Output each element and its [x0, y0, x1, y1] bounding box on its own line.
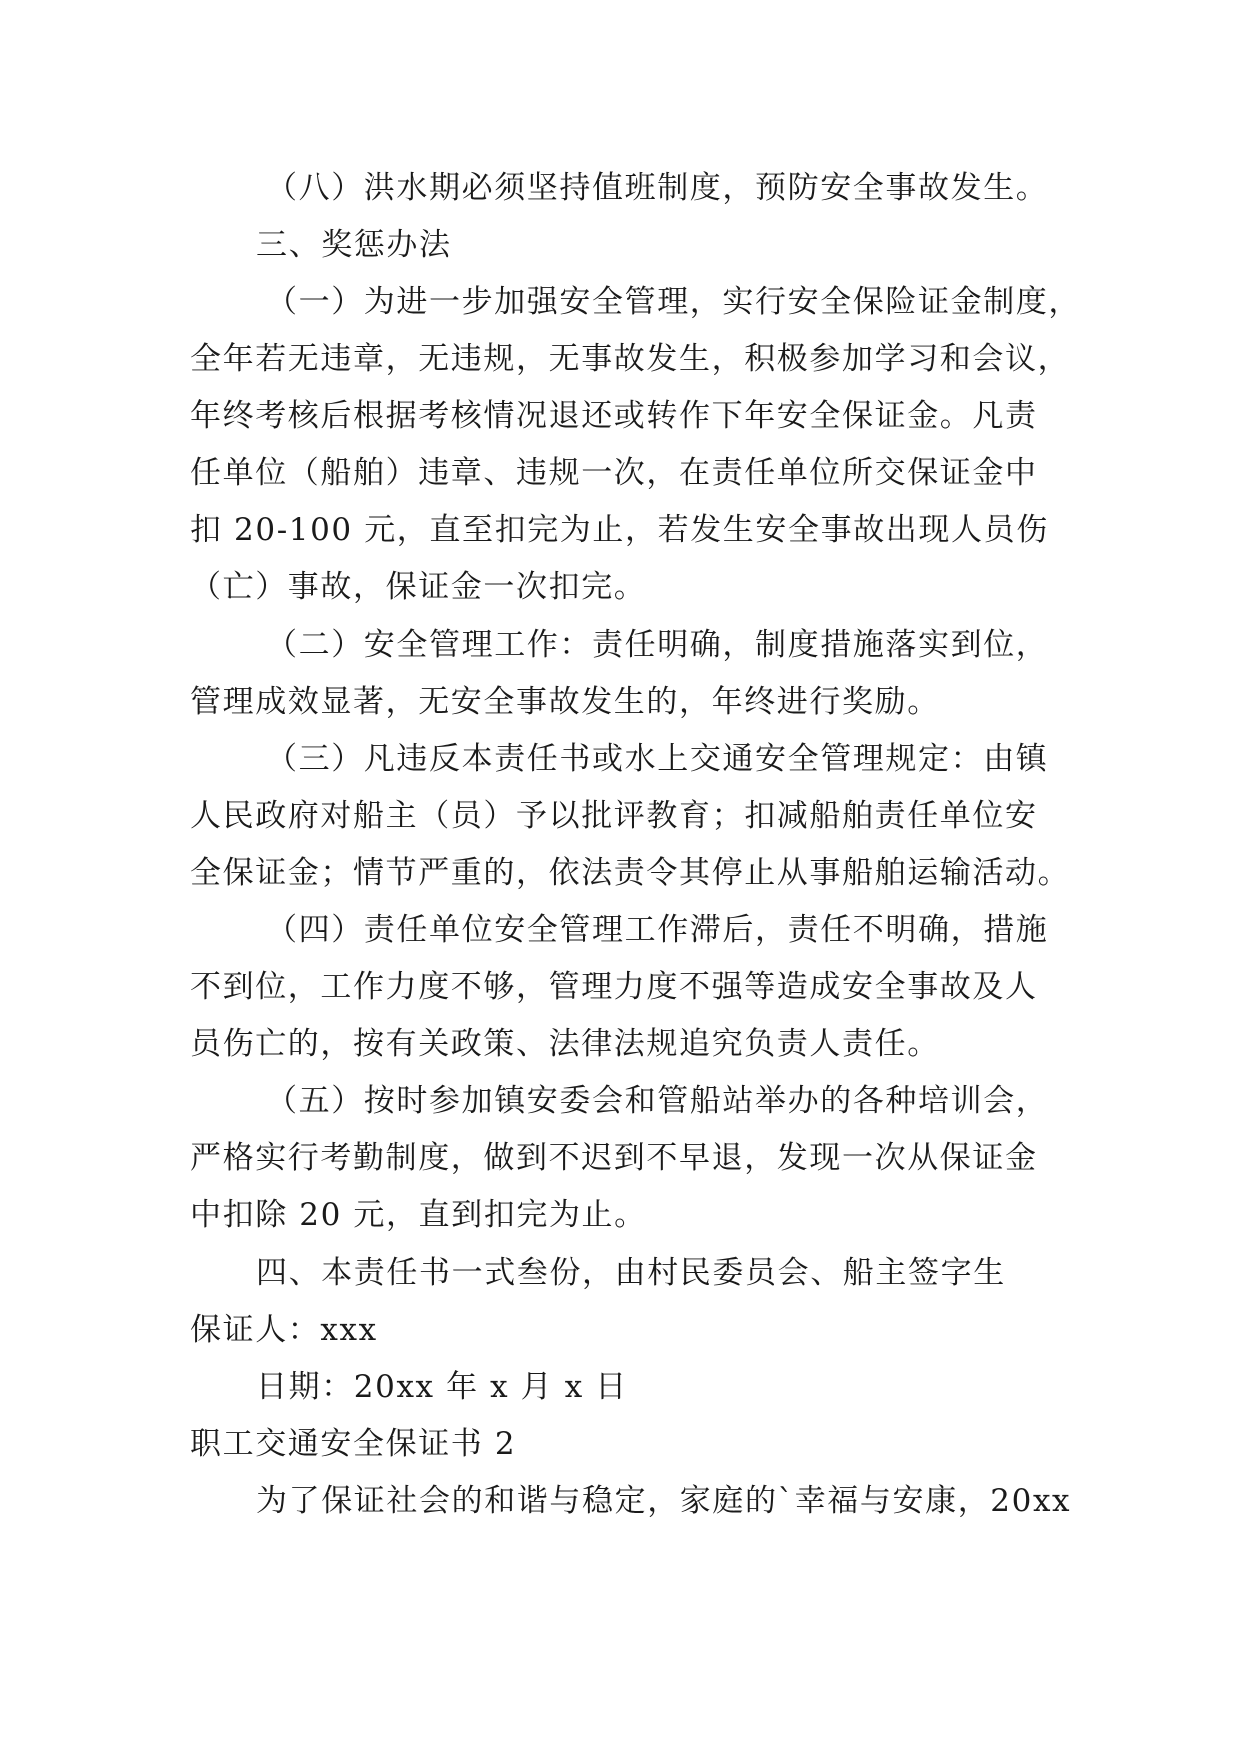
- text-line: 全保证金；情节严重的，依法责令其停止从事船舶运输活动。: [190, 855, 1071, 891]
- text-line-item-5-start: （五）按时参加镇安委会和管船站举办的各种培训会，: [266, 1083, 1049, 1119]
- text-line: 全年若无违章，无违规，无事故发生，积极参加学习和会议，: [190, 341, 1071, 377]
- date-line: 日期：20xx 年 x 月 x 日: [256, 1369, 628, 1405]
- text-line: 管理成效显著，无安全事故发生的，年终进行奖励。: [190, 684, 940, 720]
- text-line: （亡）事故，保证金一次扣完。: [190, 569, 647, 605]
- text-line-item-2-start: （二）安全管理工作：责任明确，制度措施落实到位，: [266, 627, 1049, 663]
- text-line-section-4: 四、本责任书一式叁份，由村民委员会、船主签字生: [256, 1255, 1006, 1291]
- text-line: 人民政府对船主（员）予以批评教育；扣减船舶责任单位安: [190, 798, 1038, 834]
- text-line: 不到位，工作力度不够，管理力度不强等造成安全事故及人: [190, 969, 1038, 1005]
- text-line: 中扣除 20 元，直到扣完为止。: [190, 1197, 647, 1233]
- text-line-item-8: （八）洪水期必须坚持值班制度，预防安全事故发生。: [266, 170, 1049, 206]
- text-line: 严格实行考勤制度，做到不迟到不早退，发现一次从保证金: [190, 1140, 1038, 1176]
- text-line: 年终考核后根据考核情况退还或转作下年安全保证金。凡责: [190, 398, 1038, 434]
- text-line: 任单位（船舶）违章、违规一次，在责任单位所交保证金中: [190, 455, 1038, 491]
- text-line-item-3-start: （三）凡违反本责任书或水上交通安全管理规定：由镇: [266, 741, 1049, 777]
- text-line-intro: 为了保证社会的和谐与稳定，家庭的`幸福与安康，20xx: [256, 1483, 1072, 1519]
- section-heading-rewards-penalties: 三、奖惩办法: [256, 227, 452, 263]
- document-title-2: 职工交通安全保证书 2: [190, 1426, 517, 1462]
- text-line: 员伤亡的，按有关政策、法律法规追究负责人责任。: [190, 1026, 940, 1062]
- guarantor-line: 保证人：xxx: [190, 1312, 378, 1348]
- text-line-item-1-start: （一）为进一步加强安全管理，实行安全保险证金制度，: [266, 284, 1081, 320]
- text-line: 扣 20-100 元，直至扣完为止，若发生安全事故出现人员伤: [190, 512, 1049, 548]
- text-line-item-4-start: （四）责任单位安全管理工作滞后，责任不明确，措施: [266, 912, 1049, 948]
